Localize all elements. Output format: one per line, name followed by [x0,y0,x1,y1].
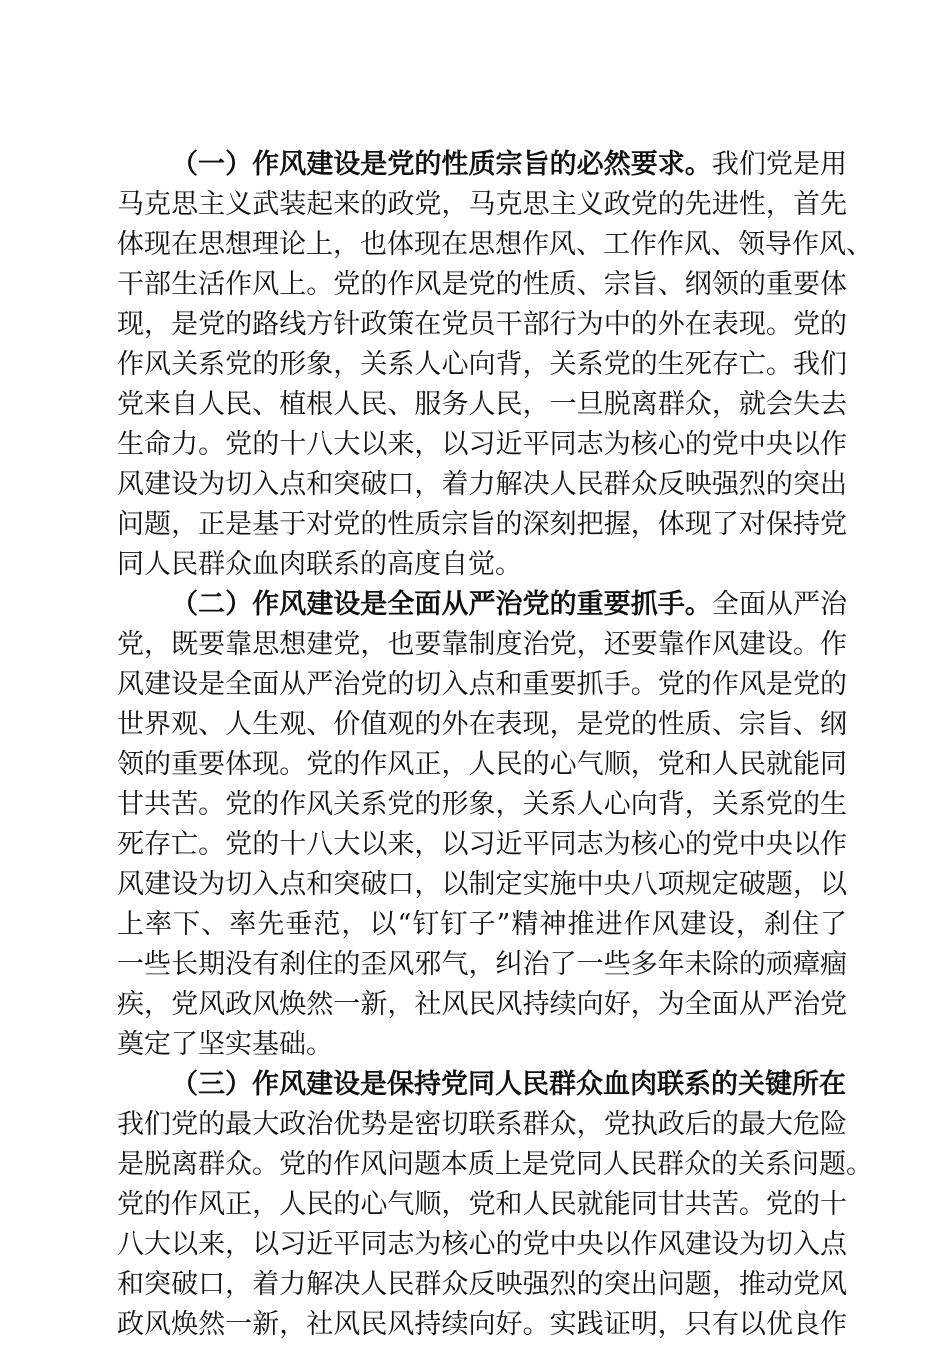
paragraph-line: 风建设为切入点和突破口，着力解决人民群众反映强烈的突出 [117,469,847,500]
paragraph-line: 死存亡。党的十八大以来，以习近平同志为核心的党中央以作 [117,829,847,860]
paragraph-line: 同人民群众血肉联系的高度自觉。 [117,549,522,580]
paragraph-line: 甘共苦。党的作风关系党的形象，关系人心向背，关系党的生 [117,789,847,820]
paragraph-text: 我们党是用 [711,149,848,180]
paragraph-line: 现，是党的路线方针政策在党员干部行为中的外在表现。党的 [117,309,847,340]
paragraph-line: 世界观、人生观、价值观的外在表现，是党的性质、宗旨、纲 [117,709,847,740]
paragraph-line: 风建设是全面从严治党的切入点和重要抓手。党的作风是党的 [117,669,847,700]
paragraph-line: 党来自人民、植根人民、服务人民，一旦脱离群众，就会失去 [117,389,847,420]
paragraph-1-line-1 [171,145,847,185]
section-heading-2: （二）作风建设是全面从严治党的重要抓手。 [171,589,712,620]
paragraph-line: 党的作风正，人民的心气顺，党和人民就能同甘共苦。党的十 [117,1189,847,1220]
section-heading-3: （三）作风建设是保持党同人民群众血肉联系的关键所在 [171,1069,846,1100]
paragraph-line: 和突破口，着力解决人民群众反映强烈的突出问题，推动党风 [117,1269,847,1300]
section-heading-1: （一）作风建设是党的性质宗旨的必然要求。 [171,149,712,180]
paragraph-line: 问题，正是基于对党的性质宗旨的深刻把握，体现了对保持党 [117,509,847,540]
paragraph-line: 马克思主义武装起来的政党，马克思主义政党的先进性，首先 [117,189,847,220]
paragraph-line: 一些长期没有刹住的歪风邪气，纠治了一些多年未除的顽瘴痼 [117,949,847,980]
paragraph-line: 领的重要体现。党的作风正，人民的心气顺，党和人民就能同 [117,749,847,780]
paragraph-line: 上率下、率先垂范，以“钉钉子”精神推进作风建设，刹住了 [117,909,847,940]
paragraph-line: 政风焕然一新，社风民风持续向好。实践证明，只有以优良作 [117,1309,847,1340]
paragraph-line: 生命力。党的十八大以来，以习近平同志为核心的党中央以作 [117,429,847,460]
paragraph-line: 我们党的最大政治优势是密切联系群众，党执政后的最大危险 [117,1109,847,1140]
paragraph-line: 八大以来，以习近平同志为核心的党中央以作风建设为切入点 [117,1229,847,1260]
paragraph-line: 奠定了坚实基础。 [117,1029,333,1060]
paragraph-text: 全面从严治 [711,589,848,620]
paragraph-line: 干部生活作风上。党的作风是党的性质、宗旨、纲领的重要体 [117,269,847,300]
paragraph-line: 体现在思想理论上，也体现在思想作风、工作作风、领导作风、 [117,229,873,260]
paragraph-line: 党，既要靠思想建党，也要靠制度治党，还要靠作风建设。作 [117,629,847,660]
paragraph-3-line-1 [171,1065,847,1105]
paragraph-line: 作风关系党的形象，关系人心向背，关系党的生死存亡。我们 [117,349,847,380]
paragraph-line: 是脱离群众。党的作风问题本质上是党同人民群众的关系问题。 [117,1149,873,1180]
paragraph-line: 风建设为切入点和突破口，以制定实施中央八项规定破题，以 [117,869,847,900]
paragraph-line: 疾，党风政风焕然一新，社风民风持续向好，为全面从严治党 [117,989,847,1020]
paragraph-2-line-1 [171,585,847,625]
